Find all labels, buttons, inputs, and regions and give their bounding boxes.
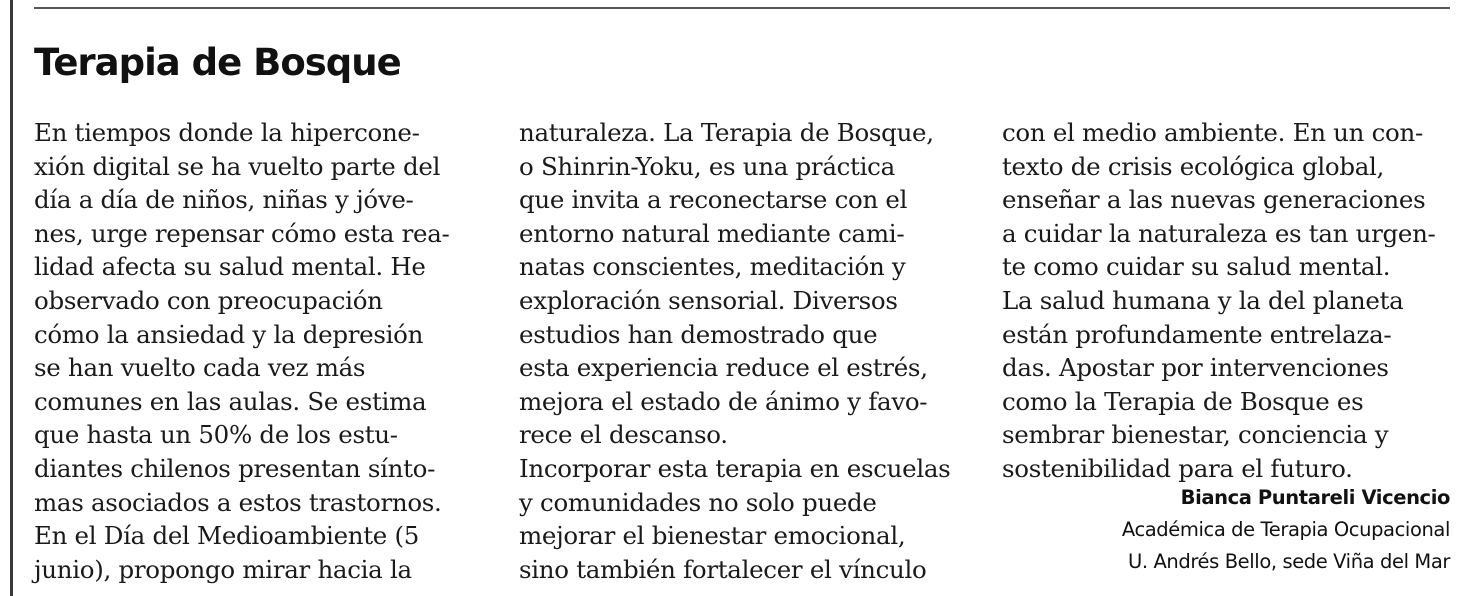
- text-line: que hasta un 50% de los estu-: [34, 420, 398, 450]
- text-line: mejorar el bienestar emocional,: [519, 521, 906, 551]
- text-line: a cuidar la naturaleza es tan urgen-: [1002, 218, 1436, 248]
- text-line: En tiempos donde la hipercone-: [34, 118, 420, 147]
- text-line: naturaleza. La Terapia de Bosque,: [519, 118, 934, 147]
- article-column-3: [1002, 116, 1464, 486]
- text-line: diantes chilenos presentan sínto-: [34, 453, 436, 483]
- author-institution: U. Andrés Bello, sede Viña del Mar: [1128, 550, 1450, 573]
- text-line: exploración sensorial. Diversos: [519, 285, 898, 315]
- text-line: das. Apostar por intervenciones: [1002, 353, 1389, 383]
- text-line: nes, urge repensar cómo esta rea-: [34, 218, 450, 248]
- text-line: enseñar a las nuevas generaciones: [1002, 185, 1426, 215]
- text-line: junio), propongo mirar hacia la: [34, 554, 412, 584]
- author-role: Académica de Terapia Ocupacional: [1121, 518, 1450, 541]
- article-headline: Terapia de Bosque: [34, 41, 401, 84]
- text-line: rece el descanso.: [519, 420, 728, 450]
- text-line: esta experiencia reduce el estrés,: [519, 353, 928, 383]
- text-line: natas conscientes, meditación y: [519, 252, 906, 282]
- top-divider-rule: [34, 7, 1450, 9]
- text-line: observado con preocupación: [34, 285, 383, 315]
- text-line: cómo la ansiedad y la depresión: [34, 319, 424, 349]
- text-line: o Shinrin-Yoku, es una práctica: [519, 151, 895, 181]
- text-line: sostenibilidad para el futuro.: [1002, 453, 1353, 483]
- text-line: texto de crisis ecológica global,: [1002, 151, 1385, 181]
- text-line: con el medio ambiente. En un con-: [1002, 118, 1423, 147]
- text-line: día a día de niños, niñas y jóve-: [34, 185, 414, 215]
- text-line: como la Terapia de Bosque es: [1002, 386, 1364, 416]
- text-line: sino también fortalecer el vínculo: [519, 554, 927, 584]
- text-line: mejora el estado de ánimo y favo-: [519, 386, 928, 416]
- text-line: comunes en las aulas. Se estima: [34, 386, 427, 416]
- text-line: Incorporar esta terapia en escuelas: [519, 453, 951, 483]
- text-line: te como cuidar su salud mental.: [1002, 252, 1391, 282]
- text-line: que invita a reconectarse con el: [519, 185, 908, 215]
- text-line: sembrar bienestar, conciencia y: [1002, 420, 1389, 450]
- text-line: En el Día del Medioambiente (5: [34, 521, 420, 551]
- author-name: Bianca Puntareli Vicencio: [1180, 486, 1450, 509]
- left-border-rule: [10, 0, 13, 596]
- text-line: entorno natural mediante cami-: [519, 218, 905, 248]
- article-column-1: [34, 116, 496, 586]
- author-signature: [1122, 482, 1450, 578]
- text-line: estudios han demostrado que: [519, 319, 878, 349]
- text-line: xión digital se ha vuelto parte del: [34, 151, 441, 181]
- text-line: están profundamente entrelaza-: [1002, 319, 1392, 349]
- text-line: La salud humana y la del planeta: [1002, 285, 1404, 315]
- article-column-2: [519, 116, 981, 586]
- text-line: y comunidades no solo puede: [519, 487, 877, 517]
- text-line: mas asociados a estos trastornos.: [34, 487, 442, 517]
- text-line: lidad afecta su salud mental. He: [34, 252, 426, 282]
- text-line: se han vuelto cada vez más: [34, 353, 366, 383]
